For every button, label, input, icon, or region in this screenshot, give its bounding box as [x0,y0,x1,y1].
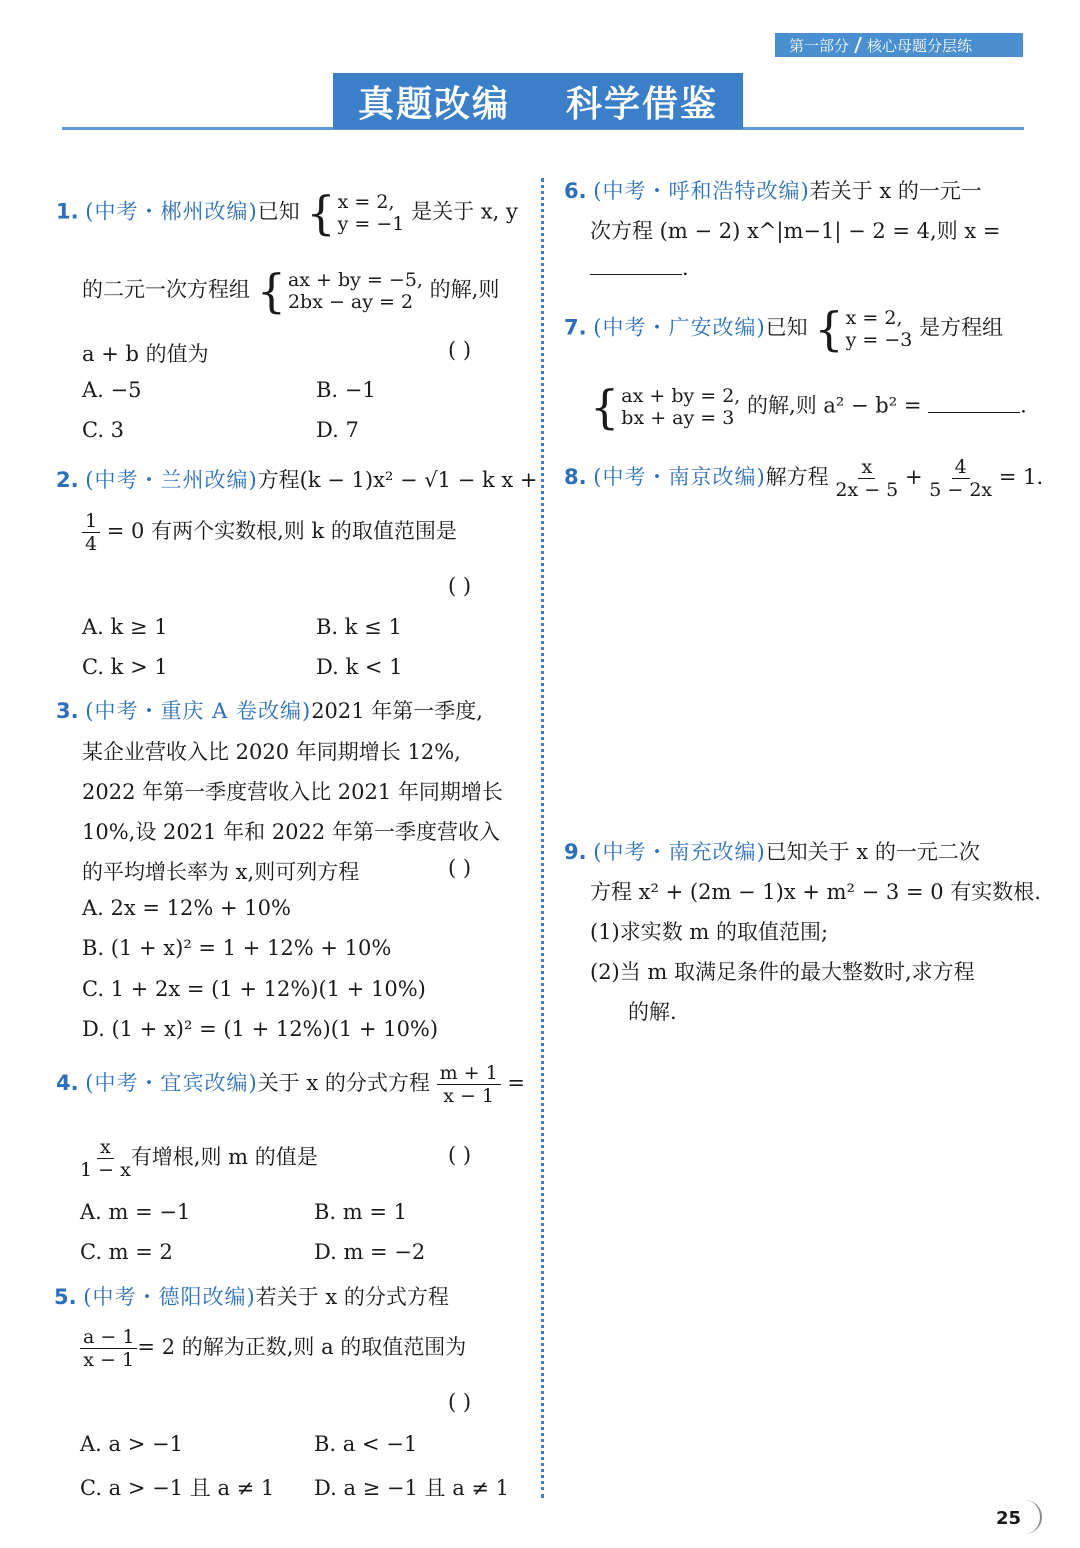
q3-option-c: C. 1 + 2x = (1 + 12%)(1 + 10%) [82,977,426,1001]
q8-number: 8. [564,465,587,489]
q1-text1: 已知 [257,199,300,224]
q1-system1: { x = 2, y = −1 [306,186,405,240]
q7-line2 [590,380,1027,434]
q7-answer-blank[interactable] [928,393,1020,413]
q6-text1: 若关于 x 的一元一 [809,179,982,203]
q4-equals: = [507,1071,525,1095]
q8-plus: + [904,465,923,489]
q7-text2: 是方程组 [919,315,1004,340]
q4-line1 [56,1062,525,1107]
q7-sys1a: x = 2, [845,307,903,329]
q1-option-b: B. −1 [316,378,376,402]
q6-number: 6. [564,179,587,203]
q7-text3: 的解,则 a² − b² = [747,393,922,418]
q2-text1: 方程(k − 1)x² − √1 − k x + [257,468,538,492]
q1-sys2a: ax + by = −5, [287,269,423,291]
q5-text2: = 2 的解为正数,则 a 的取值范围为 [137,1335,467,1359]
q9-part2: (2)当 m 取满足条件的最大整数时,求方程 [590,960,975,984]
q6-period: . [682,256,689,280]
q4-option-d: D. m = −2 [314,1240,426,1264]
q9-text1: 已知关于 x 的一元二次 [765,840,980,864]
q5-line1 [54,1281,449,1311]
q1-sys2b: 2bx − ay = 2 [287,291,414,313]
q3-text1: 2021 年第一季度, [311,699,483,723]
q5-line2 [80,1326,466,1371]
q3-line1 [56,695,483,725]
q9-line1 [564,836,980,866]
q4-line2 [80,1136,318,1181]
q6-answer-blank[interactable] [590,255,682,275]
q2-text2: = 0 有两个实数根,则 k 的取值范围是 [106,519,457,543]
q2-frac-den: 4 [85,533,98,555]
q3-line3: 2022 年第一季度营收入比 2021 年同期增长 [82,780,503,804]
page-banner [333,73,743,129]
banner-left-text: 真题改编 [357,83,510,125]
page-number-arc [1018,1500,1042,1534]
header-separator [854,37,862,53]
q2-source: (中考・兰州改编) [85,468,258,492]
q4-text1: 关于 x 的分式方程 [257,1071,430,1095]
q1-line3: a + b 的值为 [82,342,209,366]
q3-option-d: D. (1 + x)² = (1 + 12%)(1 + 10%) [82,1017,439,1041]
q7-line1 [564,302,1004,356]
q2-line2 [82,510,457,555]
q1-system2: { ax + by = −5, 2bx − ay = 2 [256,264,423,318]
q3-line5: 的平均增长率为 x,则可列方程 [82,860,360,884]
q6-line3 [590,255,689,280]
q7-sys2a: ax + by = 2, [621,385,741,407]
q9-number: 9. [564,840,587,864]
q2-frac-num: 1 [82,510,100,533]
q8-frac1-num: x [858,456,875,479]
q2-number: 2. [56,468,79,492]
q4-option-b: B. m = 1 [314,1200,408,1224]
q5-option-b: B. a < −1 [314,1432,418,1456]
q2-line1 [56,464,538,494]
q4-fraction2 [80,1136,131,1181]
q1-number: 1. [56,199,79,224]
q7-text1: 已知 [765,315,808,340]
q2-option-d: D. k < 1 [316,655,403,679]
q7-source: (中考・广安改编) [593,315,766,340]
q4-frac1-den: x − 1 [443,1085,495,1107]
q8-frac1-den: 2x − 5 [835,479,899,501]
q7-system2: { ax + by = 2, bx + ay = 3 [590,380,741,434]
q5-frac-num: a − 1 [80,1326,137,1349]
q9-part2-cont: 的解. [628,1000,677,1024]
q1-text4: 的解,则 [429,277,500,302]
q3-option-a: A. 2x = 12% + 10% [82,896,291,920]
q8-frac2-num: 4 [952,456,970,479]
q8-source: (中考・南京改编) [593,465,766,489]
q9-source: (中考・南充改编) [593,840,766,864]
q1-sys1a: x = 2, [337,191,395,213]
q5-frac-den: x − 1 [83,1349,135,1371]
q7-system1: { x = 2, y = −3 [814,302,913,356]
q1-text3: 的二元一次方程组 [82,277,250,302]
q8-fraction1 [835,456,898,501]
q3-answer-bracket: ( ) [448,856,472,880]
q3-option-b: B. (1 + x)² = 1 + 12% + 10% [82,936,392,960]
q8-text2: = 1. [998,465,1044,489]
q4-number: 4. [56,1071,79,1095]
section-header-tab [775,33,1023,57]
q7-number: 7. [564,315,587,340]
q1-option-a: A. −5 [82,378,142,402]
q4-frac2-num: x [97,1136,114,1159]
q3-source: (中考・重庆 A 卷改编) [85,699,312,723]
q7-sys1b: y = −3 [845,329,913,351]
q2-option-a: A. k ≥ 1 [82,615,168,639]
q2-fraction [82,510,100,555]
q5-option-c: C. a > −1 且 a ≠ 1 [80,1476,275,1500]
column-divider [541,178,544,1498]
q3-line4: 10%,设 2021 年和 2022 年第一季度营收入 [82,820,500,844]
q4-source: (中考・宜宾改编) [85,1071,258,1095]
q5-answer-bracket: ( ) [448,1390,472,1414]
q4-frac1-num: m + 1 [437,1062,501,1085]
q1-text2: 是关于 x, y [411,199,518,224]
q8-frac2-den: 5 − 2x [929,479,993,501]
q7-period: . [1020,393,1027,418]
q5-number: 5. [54,1285,77,1309]
q5-fraction [80,1326,137,1371]
q8-text1: 解方程 [765,465,829,489]
banner-right-text: 科学借鉴 [566,83,719,125]
q1-option-d: D. 7 [316,418,359,442]
q5-text1: 若关于 x 的分式方程 [255,1285,449,1309]
q4-answer-bracket: ( ) [448,1143,472,1167]
q2-option-c: C. k > 1 [82,655,168,679]
q3-number: 3. [56,699,79,723]
q2-answer-bracket: ( ) [448,574,472,598]
q5-option-d: D. a ≥ −1 且 a ≠ 1 [314,1476,510,1500]
section-label: 第一部分 [789,36,850,55]
q9-line2: 方程 x² + (2m − 1)x + m² − 3 = 0 有实数根. [590,880,1041,904]
q4-fraction1 [437,1062,501,1107]
q1-line2 [82,264,500,318]
q2-option-b: B. k ≤ 1 [316,615,402,639]
q5-option-a: A. a > −1 [80,1432,183,1456]
q1-source: (中考・郴州改编) [85,199,258,224]
q8-line1 [564,456,1043,501]
q1-option-c: C. 3 [82,418,125,442]
q8-fraction2 [929,456,992,501]
q6-source: (中考・呼和浩特改编) [593,179,810,203]
q4-frac2-den: 1 − x [80,1159,131,1181]
q4-text2: 有增根,则 m 的值是 [130,1145,318,1169]
section-subtitle: 核心母题分层练 [867,36,973,55]
q5-source: (中考・德阳改编) [83,1285,256,1309]
q6-line1 [564,175,982,205]
q3-line2: 某企业营收入比 2020 年同期增长 12%, [82,740,461,764]
q1-answer-bracket: ( ) [448,338,472,362]
q4-option-c: C. m = 2 [80,1240,173,1264]
q6-line2: 次方程 (m − 2) x^|m−1| − 2 = 4,则 x = [590,219,1001,243]
q9-part1: (1)求实数 m 的取值范围; [590,920,829,944]
q7-sys2b: bx + ay = 3 [621,407,735,429]
q1-line1 [56,186,518,240]
q1-sys1b: y = −1 [337,213,405,235]
page-number: 25 [996,1508,1022,1529]
q4-option-a: A. m = −1 [80,1200,191,1224]
